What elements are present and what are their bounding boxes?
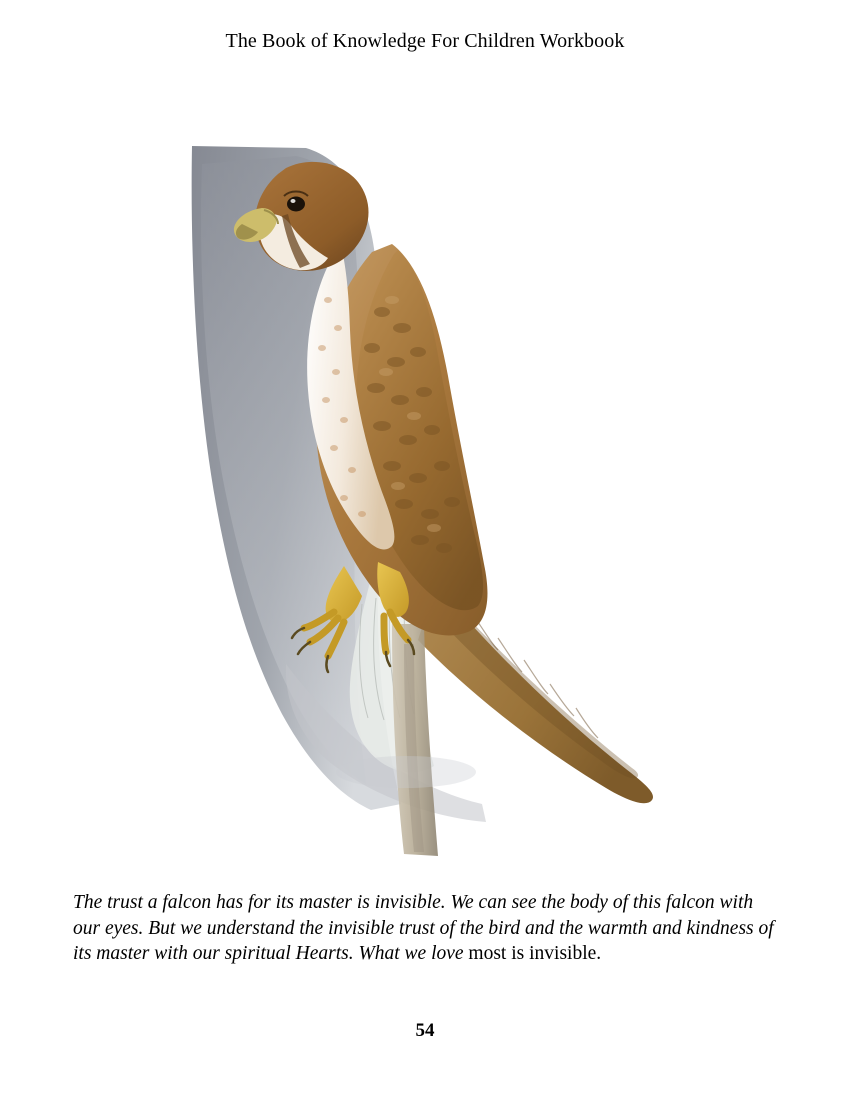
ground-shadow	[336, 756, 476, 788]
eye-highlight	[291, 199, 296, 203]
eye	[287, 197, 305, 212]
falcon-illustration	[186, 104, 666, 874]
page-number: 54	[415, 1020, 435, 1041]
figure-caption	[73, 890, 778, 967]
caption-text-italic: The trust a falcon has for its master is invisible. We can see the body of this falcon with our eyes. But we understand the invisible trust of the bird and the warmth and kindness of its master with our spiritual Hearts. What we love	[73, 892, 774, 964]
falcon-illustration-graphic	[186, 104, 666, 874]
caption-text-roman: most is invisible.	[468, 943, 602, 964]
page-title: The Book of Knowledge For Children Workbook	[225, 30, 625, 52]
